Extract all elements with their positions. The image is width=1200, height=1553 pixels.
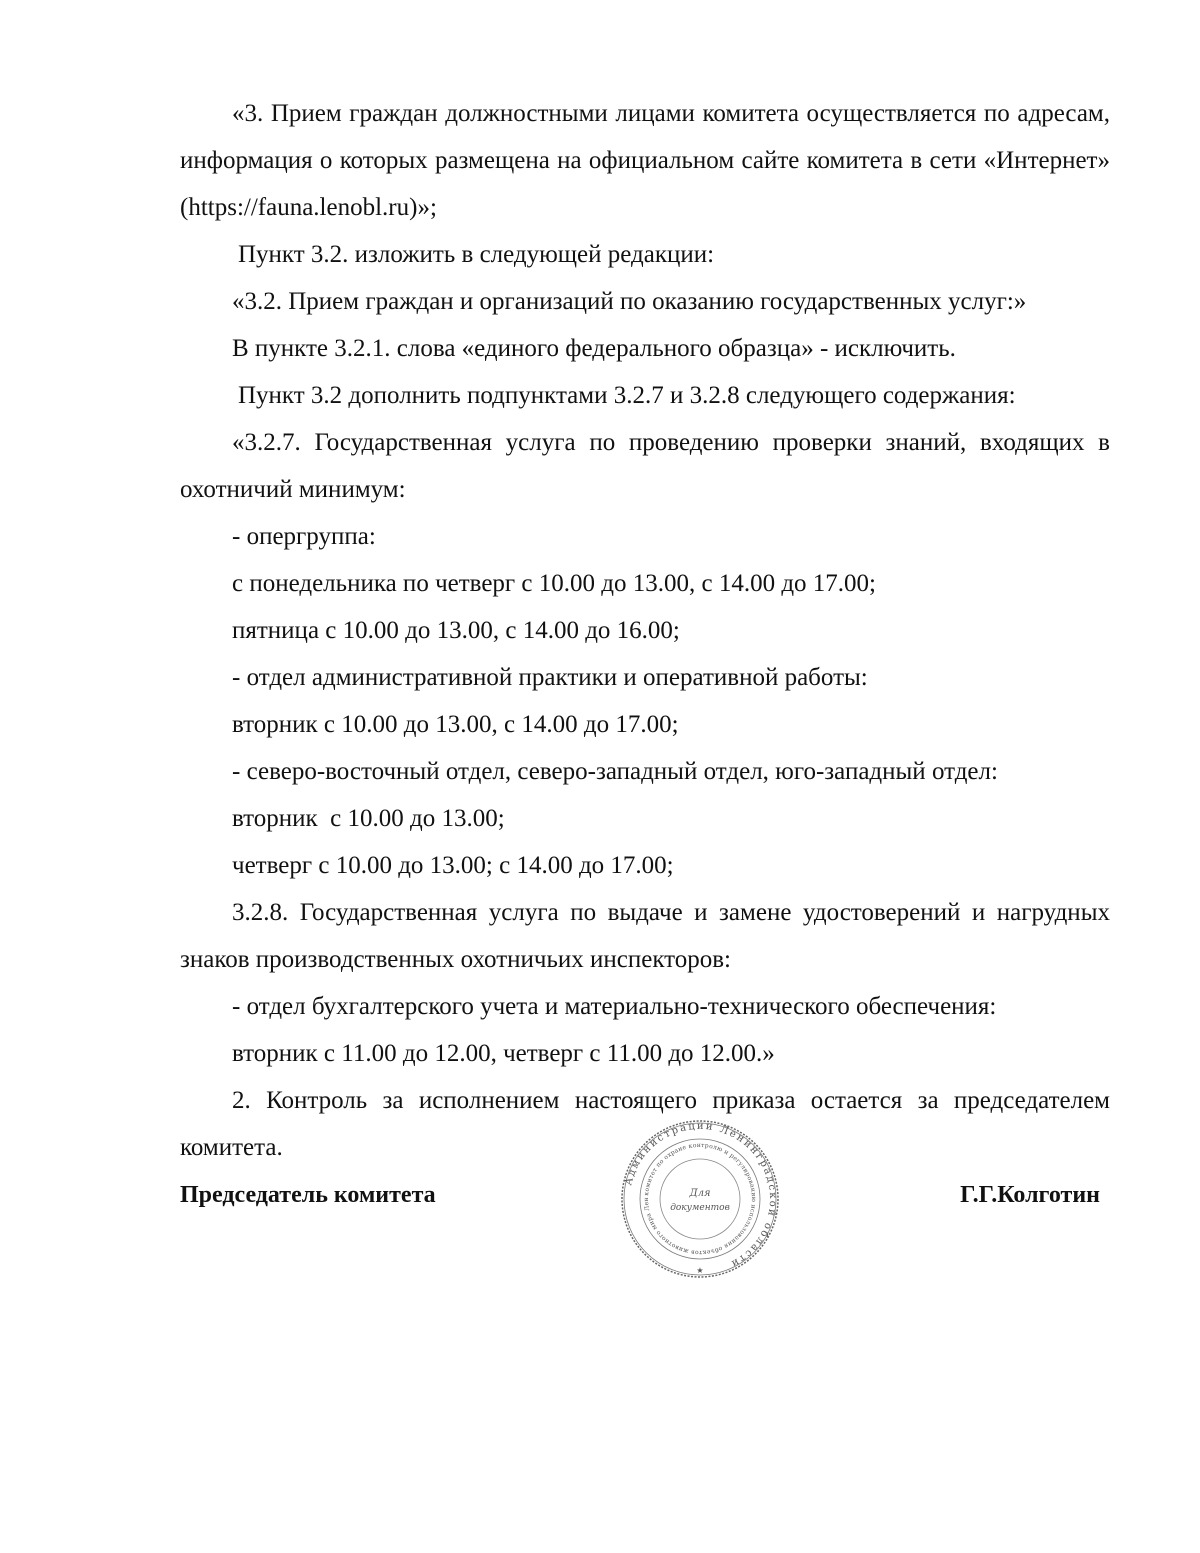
paragraph-point-3-2-edit: Пункт 3.2. изложить в следующей редакции: <box>238 241 715 268</box>
seal-star-icon: ★ <box>696 1266 704 1275</box>
seal-inner-text: комитет по охране контролю и регулированию использования объектов животного мира Лен <box>642 1141 758 1257</box>
official-seal <box>615 1118 785 1280</box>
paragraph-reception-addresses: «3. Прием граждан должностными лицами комитета осуществляется по адресам, информация о которых размещена на официальном сайте комитета в сети «Интернет» (https://fauna.lenobl.ru)»; <box>180 100 1110 221</box>
signatory-name: Г.Г.Колготин <box>960 1182 1100 1208</box>
paragraph-control: 2. Контроль за исполнением настоящего приказа остается за председателем комитета. <box>180 1087 1110 1161</box>
schedule-mon-thu: с понедельника по четверг с 10.00 до 13.00, с 14.00 до 17.00; <box>232 570 876 597</box>
schedule-friday: пятница с 10.00 до 13.00, с 14.00 до 16.00; <box>232 617 680 644</box>
paragraph-service-3-2-8: 3.2.8. Государственная услуга по выдаче и замене удостоверений и нагрудных знаков производственных охотничьих инспекторов: <box>180 899 1110 973</box>
paragraph-point-3-2-1: В пункте 3.2.1. слова «единого федерального образца» - исключить. <box>232 335 956 362</box>
seal-outer-text: Администрации Ленинградской области <box>623 1120 779 1270</box>
paragraph-point-3-2-supplement: Пункт 3.2 дополнить подпунктами 3.2.7 и 3.2.8 следующего содержания: <box>238 382 1016 409</box>
schedule-accounting: вторник с 11.00 до 12.00, четверг с 11.00 до 12.00.» <box>232 1040 775 1067</box>
list-item-opergroup: - опергруппа: <box>232 523 376 550</box>
signatory-title: Председатель комитета <box>180 1182 436 1208</box>
schedule-admin-tuesday: вторник с 10.00 до 13.00, с 14.00 до 17.00; <box>232 711 679 738</box>
paragraph-point-3-2-text: «3.2. Прием граждан и организаций по оказанию государственных услуг:» <box>232 288 1027 315</box>
seal-center-line1: Для <box>689 1188 711 1199</box>
seal-center-line2: документов <box>670 1203 730 1213</box>
list-item-accounting-dept: - отдел бухгалтерского учета и материально-технического обеспечения: <box>232 993 997 1020</box>
list-item-regional-depts: - северо-восточный отдел, северо-западный отдел, юго-западный отдел: <box>232 758 998 785</box>
paragraph-service-3-2-7: «3.2.7. Государственная услуга по проведению проверки знаний, входящих в охотничий минимум: <box>180 429 1110 503</box>
schedule-regional-thursday: четверг с 10.00 до 13.00; с 14.00 до 17.00; <box>232 852 674 879</box>
seal-graphic <box>615 1118 785 1280</box>
schedule-regional-tuesday: вторник с 10.00 до 13.00; <box>232 805 505 832</box>
document-body <box>180 90 1110 1171</box>
list-item-admin-dept: - отдел административной практики и оперативной работы: <box>232 664 868 691</box>
